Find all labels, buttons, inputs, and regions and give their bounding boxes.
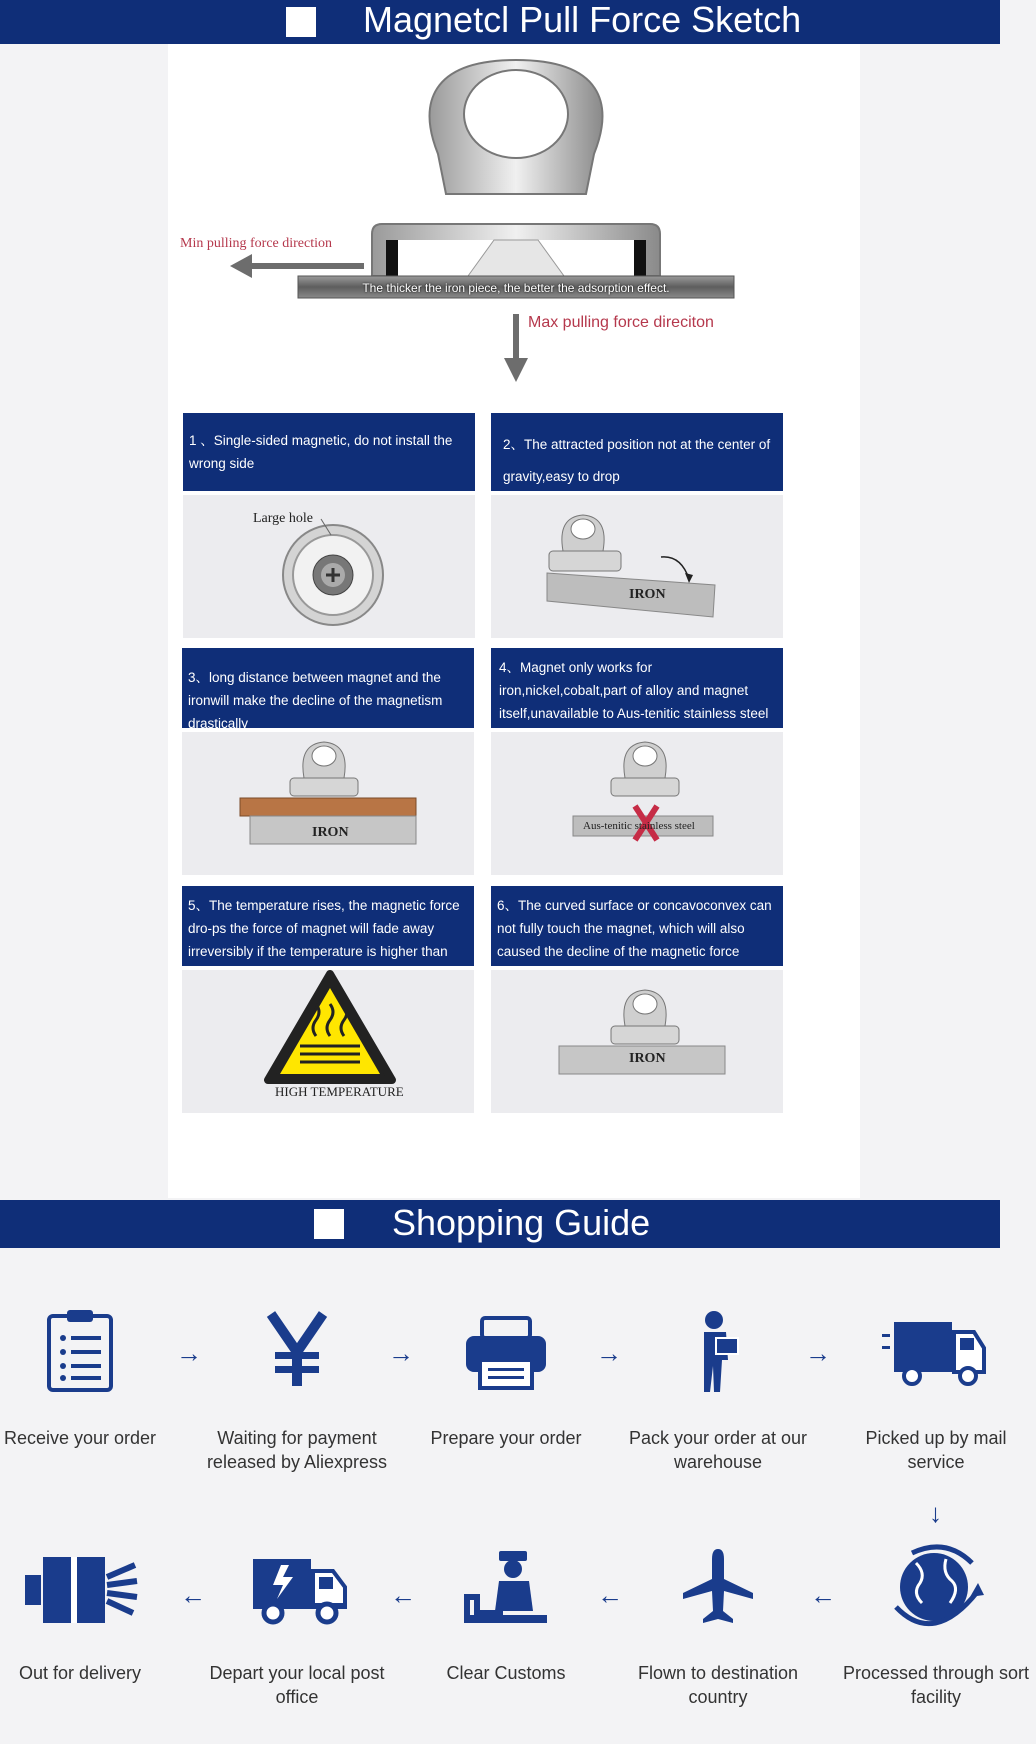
step-label: Processed through sort facility: [842, 1663, 1030, 1707]
plate-text: The thicker the iron piece, the better the adsorption effect.: [362, 281, 670, 295]
arrow-left-icon: ←: [390, 1580, 416, 1610]
step-label: Prepare your order: [430, 1428, 582, 1448]
curved-surface-magnet-icon: [491, 970, 783, 1113]
shopping-guide-title: Shopping Guide: [392, 1202, 651, 1243]
card-4-text: 4、Magnet only works for iron,nickel,cobalt,part of alloy and magnet itself,unavailable to Aus-tenitic stainless steel: [499, 660, 769, 721]
tilted-magnet-icon: [491, 495, 783, 638]
card-3-header: [182, 648, 474, 731]
large-hole-label: Large hole: [253, 511, 313, 526]
iron-label-3: IRON: [312, 825, 349, 840]
step-label: Depart your local post office: [209, 1663, 385, 1707]
product-panel: [168, 44, 860, 1198]
clipboard-icon: [45, 1308, 115, 1392]
card-3-image: [182, 732, 474, 875]
banner-square-icon: [314, 1209, 344, 1239]
card-4-header: [491, 648, 783, 728]
printer-icon: [464, 1314, 548, 1394]
min-pull-label: Min pulling force direction: [180, 236, 333, 251]
max-pull-label: Max pulling force direciton: [528, 314, 714, 331]
magnet-sketch-illustration: [168, 44, 860, 384]
truck-icon: [882, 1318, 986, 1390]
card-6-header: [491, 886, 783, 966]
step-label: Flown to destination country: [637, 1663, 799, 1707]
parcel-hands-icon: [23, 1555, 139, 1625]
card-5-image: [182, 970, 474, 1113]
banner-square-icon: [286, 7, 316, 37]
arrow-right-icon: →: [596, 1338, 622, 1368]
high-temperature-label: HIGH TEMPERATURE: [275, 1084, 404, 1099]
step-label: Waiting for payment released by Aliexpress: [206, 1428, 388, 1472]
spaced-magnet-icon: [182, 732, 474, 875]
arrow-right-icon: →: [388, 1338, 414, 1368]
disc-magnet-icon: [183, 495, 475, 638]
arrow-right-icon: →: [805, 1338, 831, 1368]
card-1-text: 1 、Single-sided magnetic, do not install the wrong side: [189, 433, 453, 471]
card-5-header: [182, 886, 474, 966]
card-3-text: 3、long distance between magnet and the ironwill make the decline of the magnetism drastically: [188, 670, 443, 731]
arrow-down-icon: ↓: [929, 1498, 942, 1528]
arrow-left-icon: ←: [597, 1580, 623, 1610]
iron-label-6: IRON: [629, 1051, 666, 1066]
pull-force-sketch: [168, 44, 860, 384]
globe-icon: [886, 1543, 986, 1633]
card-6-text: 6、The curved surface or concavoconvex can not fully touch the magnet, which will also caused the decline of the magnetic force: [497, 898, 772, 959]
stainless-label: Aus-tenitic stainless steel: [583, 820, 695, 832]
card-2-image: [491, 495, 783, 638]
card-4-image: [491, 732, 783, 875]
arrow-left-icon: ←: [180, 1580, 206, 1610]
step-label: Clear Customs: [446, 1663, 566, 1683]
step-label: Out for delivery: [18, 1663, 142, 1683]
top-banner: [0, 0, 1000, 44]
card-1-header: [183, 413, 475, 491]
step-label: Pack your order at our warehouse: [628, 1428, 808, 1472]
shopping-guide-banner: [0, 1200, 1000, 1248]
step-label: Receive your order: [3, 1428, 157, 1448]
delivery-truck-icon: [251, 1555, 347, 1625]
yen-icon: [267, 1312, 327, 1388]
card-1-image: [183, 495, 475, 638]
card-2-header: [491, 413, 783, 491]
airplane-icon: [683, 1549, 753, 1625]
customs-officer-icon: [463, 1549, 549, 1625]
arrow-right-icon: →: [176, 1338, 202, 1368]
worker-icon: [696, 1310, 740, 1394]
card-5-text: 5、The temperature rises, the magnetic force dro-ps the force of magnet will fade away irreversibly if the temperature is higher than: [188, 898, 460, 959]
arrow-left-icon: ←: [810, 1580, 836, 1610]
card-2-text: 2、The attracted position not at the center of gravity,easy to drop: [503, 437, 771, 484]
iron-label-2: IRON: [629, 587, 666, 602]
stainless-magnet-icon: [491, 732, 783, 875]
step-label: Picked up by mail service: [865, 1428, 1007, 1472]
banner-title: Magnetcl Pull Force Sketch: [363, 0, 802, 40]
card-6-image: [491, 970, 783, 1113]
